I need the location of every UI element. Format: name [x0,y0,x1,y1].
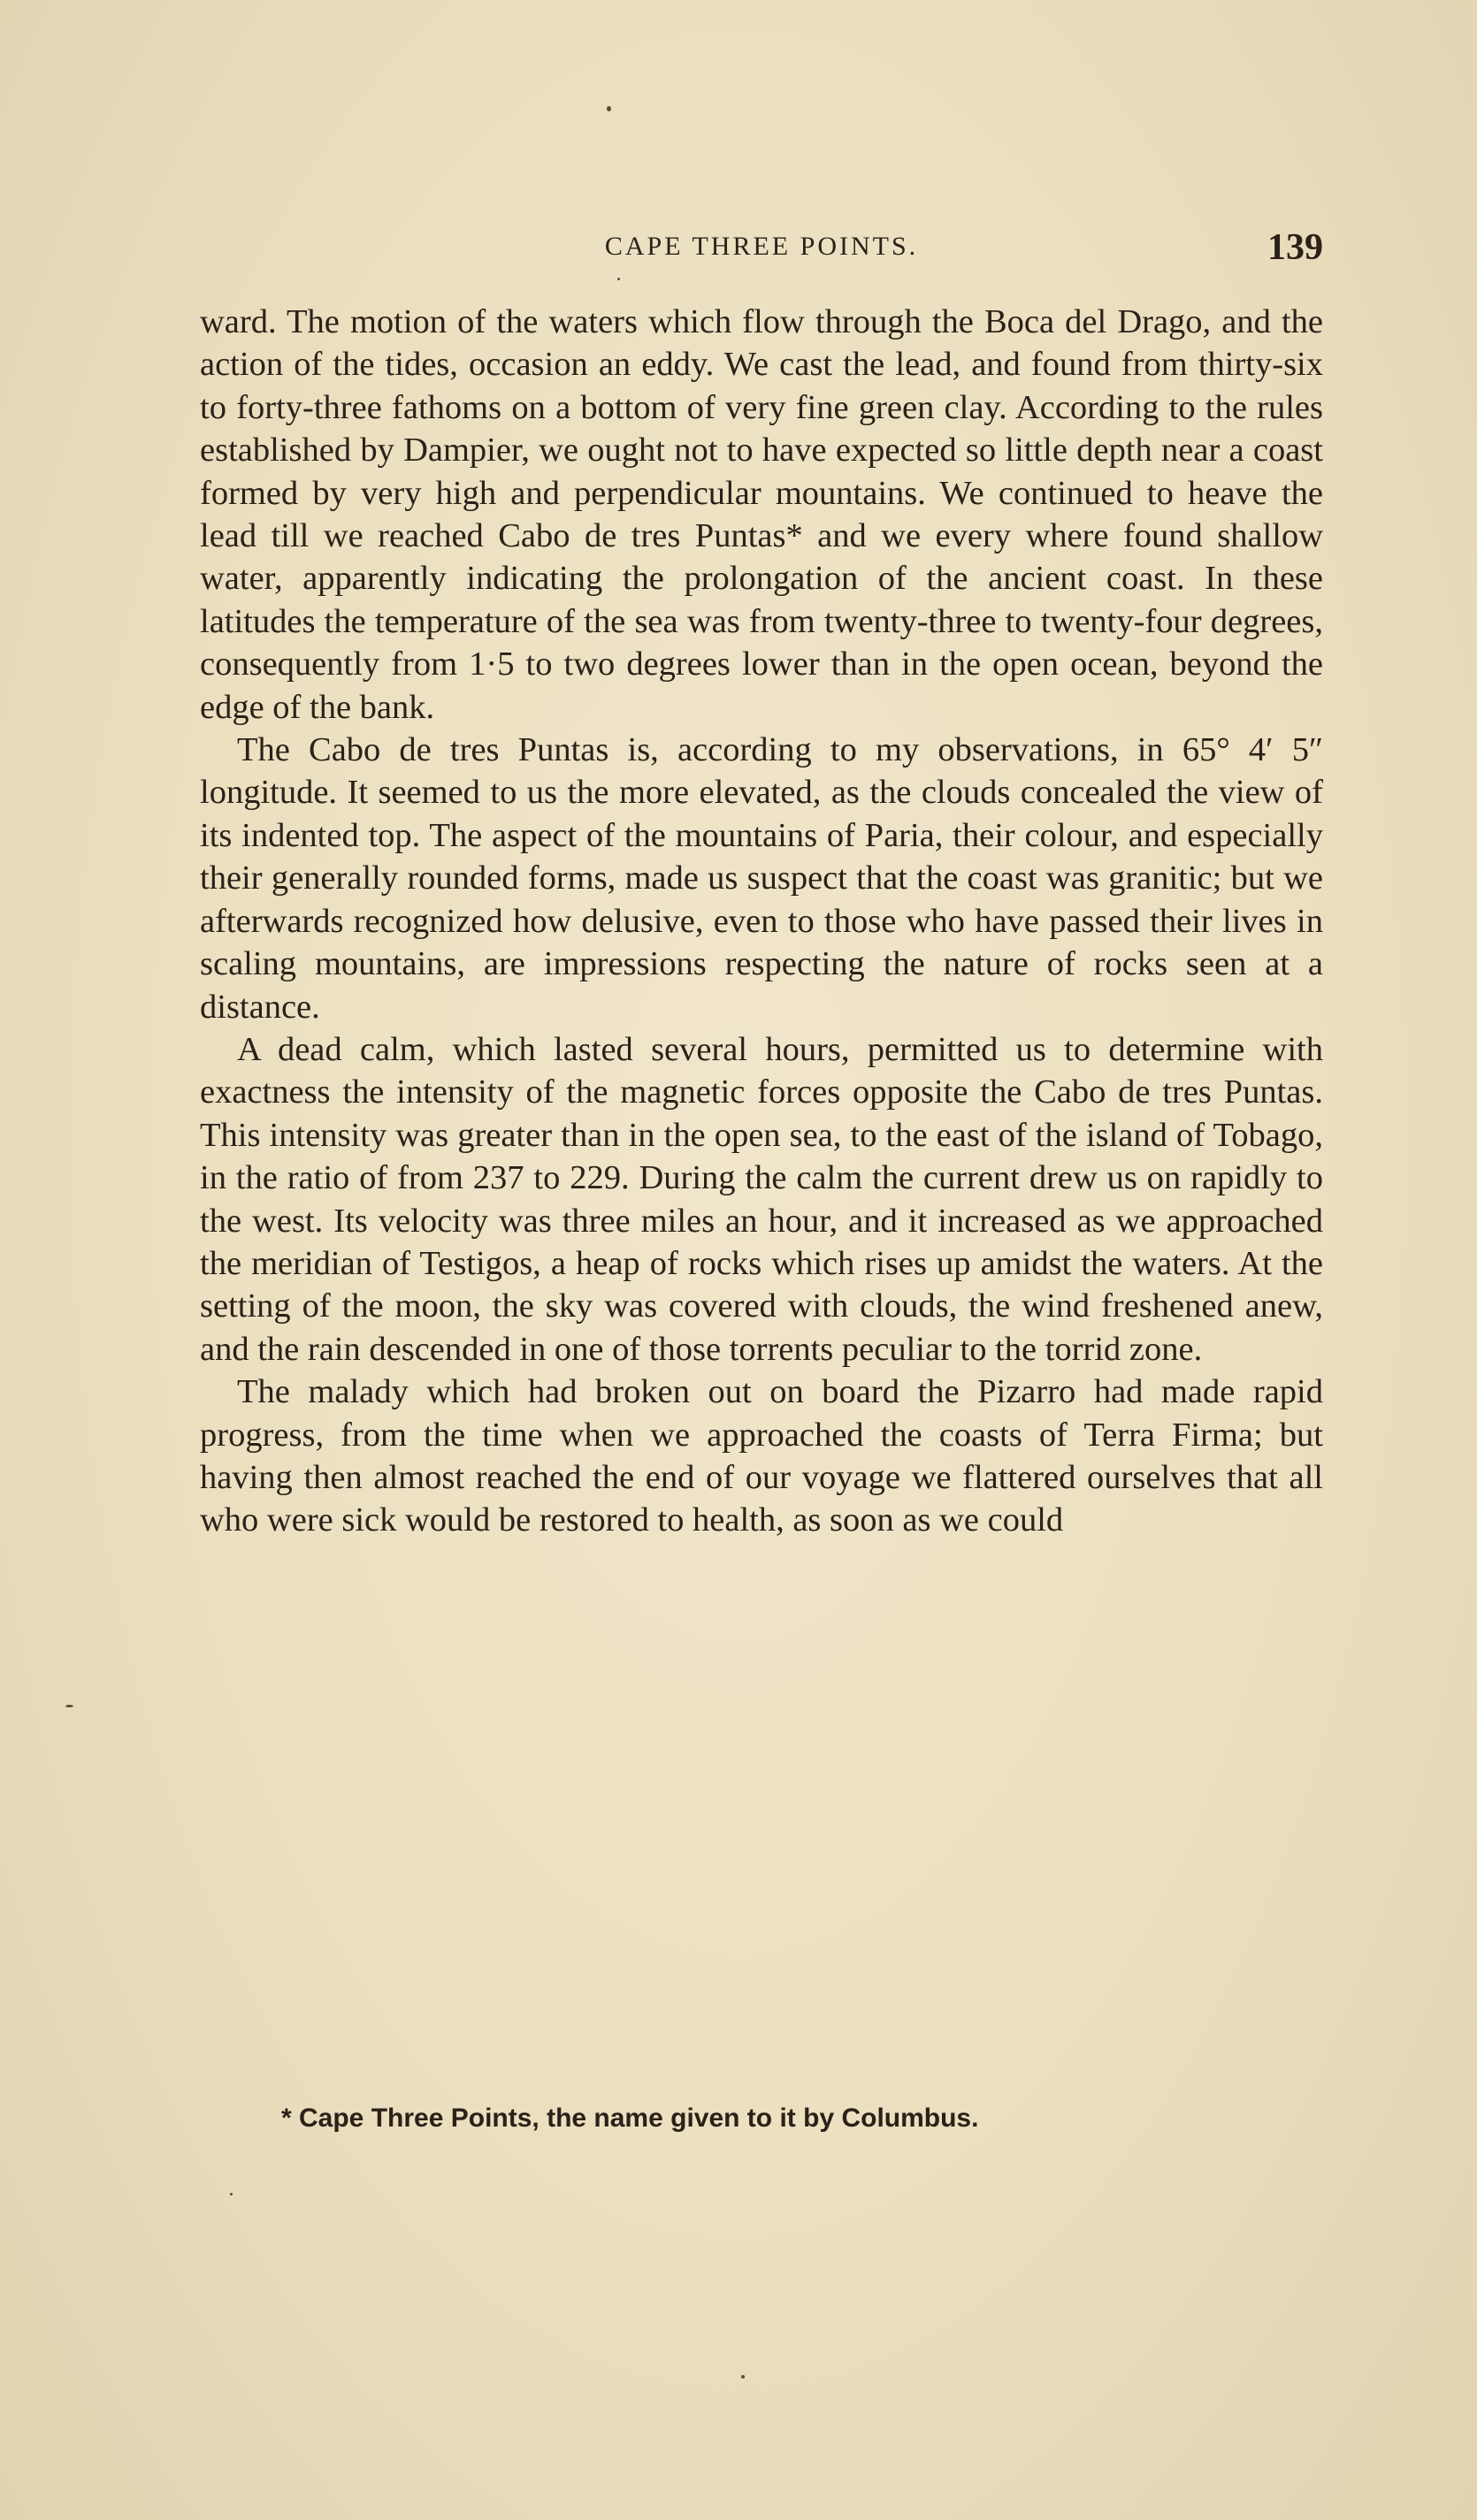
paragraph: The malady which had broken out on board the Pizarro had made rapid progress, from the time when we approached the coasts of Terra Firma; but having then almost reached the end of our voyage we flattered ourselves that all who were sick would be restored to health, as soon as we could [200,1373,1323,1539]
body-text [200,301,1323,1542]
paragraph: ward. The motion of the waters which flow through the Boca del Drago, and the action of the tides, occasion an eddy. We cast the lead, and found from thirty-six to forty-three fathoms on a bottom of very fine green clay. According to the rules established by Dampier, we ought not to have expected so little depth near a coast formed by very high and perpendicular mountains. We continued to heave the lead till we reached Cabo de tres Puntas* and we every where found shallow water, apparently indicating the prolongation of the ancient coast. In these latitudes the temperature of the sea was from twenty-three to twenty-four degrees, consequently from 1·5 to two degrees lower than in the open ocean, beyond the edge of the bank. [200,303,1323,726]
page-header [200,227,1323,285]
footnote: * Cape Three Points, the name given to it by Columbus. [281,2104,979,2133]
print-speck [230,2193,233,2195]
paragraph: The Cabo de tres Puntas is, according to my observations, in 65° 4′ 5″ longitude. It seemed to us the more elevated, as the clouds concealed the view of its indented top. The aspect of the mountains of Paria, their colour, and especially their generally rounded forms, made us suspect that the coast was granitic; but we afterwards recognized how delusive, even to those who have passed their lives in scaling mountains, are impressions respecting the nature of rocks seen at a distance. [200,731,1323,1026]
print-speck [65,1705,73,1707]
print-speck [607,106,611,111]
running-title: CAPE THREE POINTS. [604,232,919,261]
print-speck [741,2375,745,2379]
paragraph: A dead calm, which lasted several hours, permitted us to determine with exactness the intensity of the magnetic forces opposite the Cabo de tres Puntas. This intensity was greater than in the open sea, to the east of the island of Tobago, in the ratio of from 237 to 229. During the calm the current drew us on rapidly to the west. Its velocity was three miles an hour, and it increased as we approached the meridian of Testigos, a heap of rocks which rises up amidst the waters. At the setting of the moon, the sky was covered with clouds, the wind freshened anew, and the rain descended in one of those torrents peculiar to the torrid zone. [200,1030,1323,1368]
page-number: 139 [1267,227,1323,268]
